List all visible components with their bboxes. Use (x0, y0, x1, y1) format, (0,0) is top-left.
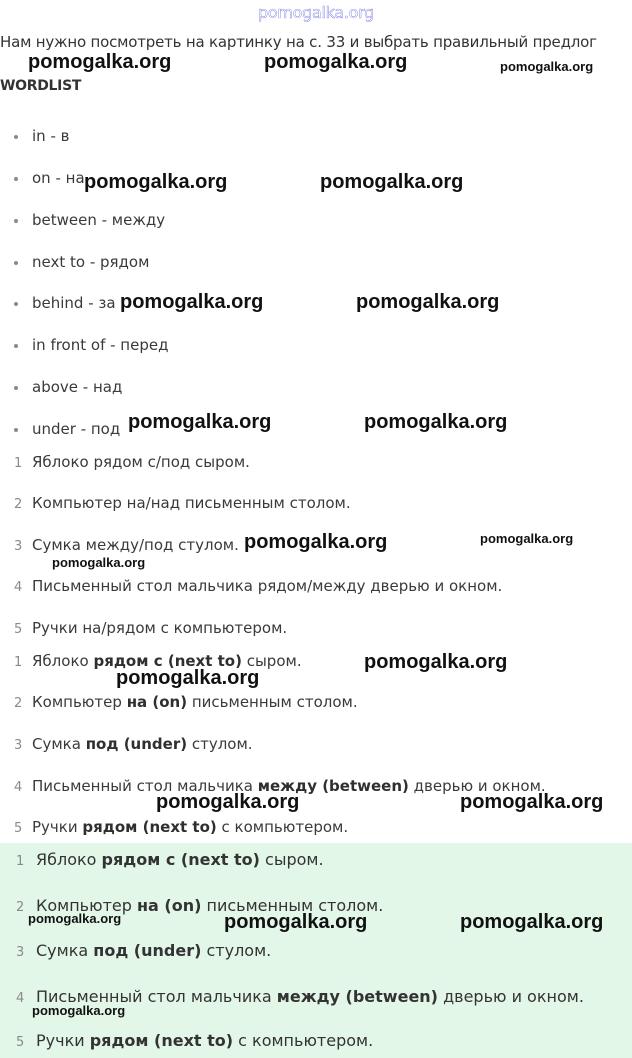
bullet-icon (14, 386, 18, 390)
answer-text-before: Ручки (32, 818, 83, 836)
watermark: pomogalka.org (52, 555, 146, 570)
watermark: pomogalka.org (264, 51, 408, 73)
item-number: 5 (14, 821, 23, 836)
wordlist-item (14, 211, 165, 229)
answer-preposition: рядом с (next to) (93, 652, 242, 670)
answer-preposition: на (on) (136, 896, 202, 915)
bullet-icon (14, 344, 18, 348)
answer-preposition: под (under) (85, 735, 188, 753)
bullet-icon (14, 428, 18, 432)
item-number: 4 (14, 780, 23, 795)
exercise-item (14, 577, 502, 595)
item-number: 4 (16, 991, 25, 1006)
answer-text-after: стулом. (187, 735, 253, 753)
answer-text-after: сыром. (241, 652, 302, 670)
watermark: pomogalka.org (116, 667, 260, 689)
answer-preposition: между (between) (257, 777, 409, 795)
watermark: pomogalka.org (480, 531, 574, 546)
final-answer-item (16, 941, 271, 960)
watermark: pomogalka.org (460, 911, 604, 933)
item-number: 1 (14, 456, 23, 471)
exercise-text: Компьютер на/над письменным столом. (32, 494, 351, 512)
wordlist-item (14, 378, 122, 396)
wordlist-item-text: between - между (32, 211, 166, 229)
item-number: 2 (16, 900, 25, 915)
watermark: pomogalka.org (128, 411, 272, 433)
wordlist-item-text: on - на (32, 169, 85, 187)
watermark: pomogalka.org (156, 791, 300, 813)
item-number: 1 (14, 655, 23, 670)
wordlist-item-text: in - в (32, 127, 70, 145)
answer-text-before: Яблоко (36, 850, 102, 869)
final-answer-box (0, 843, 632, 1058)
watermark: pomogalka.org (320, 171, 464, 193)
bullet-icon (14, 302, 18, 306)
wordlist-item (14, 420, 120, 438)
bullet-icon (14, 135, 18, 139)
wordlist-heading: WORDLIST (0, 78, 82, 94)
watermark: pomogalka.org (28, 51, 172, 73)
answer-text-after: с компьютером. (233, 1031, 374, 1050)
watermark: pomogalka.org (224, 911, 368, 933)
answer-text-before: Ручки (36, 1031, 90, 1050)
final-answer-item (16, 1031, 373, 1050)
answer-preposition: рядом (next to) (89, 1031, 234, 1050)
answer-preposition: рядом с (next to) (101, 850, 260, 869)
answer-item (14, 818, 348, 836)
exercise-text: Яблоко рядом с/под сыром. (32, 453, 250, 471)
exercise-item (14, 536, 239, 554)
answer-text-before: Письменный стол мальчика (32, 777, 258, 795)
watermark: pomogalka.org (364, 651, 508, 673)
exercise-text: Ручки на/рядом с компьютером. (32, 619, 288, 637)
answer-text-after: с компьютером. (216, 818, 349, 836)
task-text: Нам нужно посмотреть на картинку на с. 33 и выбрать правильный предлог (0, 33, 597, 51)
watermark: pomogalka.org (28, 911, 122, 926)
wordlist-item-text: behind - за (32, 294, 116, 312)
item-number: 3 (14, 738, 23, 753)
answer-text-after: сыром. (259, 850, 324, 869)
watermark: pomogalka.org (32, 1003, 126, 1018)
wordlist-item-text: in front of - перед (32, 336, 169, 354)
watermark: pomogalka.org (120, 291, 264, 313)
site-logo[interactable]: pomogalka.org (258, 3, 374, 22)
answer-preposition: под (under) (93, 941, 202, 960)
wordlist-item (14, 294, 116, 312)
wordlist-item-text: next to - рядом (32, 253, 150, 271)
item-number: 2 (14, 497, 23, 512)
item-number: 3 (14, 539, 23, 554)
watermark: pomogalka.org (84, 171, 228, 193)
watermark: pomogalka.org (244, 531, 388, 553)
answer-preposition: рядом (next to) (82, 818, 217, 836)
final-answer-item (16, 850, 324, 869)
exercise-item (14, 494, 351, 512)
exercise-text: Сумка между/под стулом. (32, 536, 239, 554)
answer-item (14, 693, 358, 711)
item-number: 1 (16, 854, 25, 869)
wordlist-item (14, 169, 85, 187)
item-number: 3 (16, 945, 25, 960)
wordlist-item-text: above - над (32, 378, 123, 396)
answer-text-before: Сумка (32, 735, 86, 753)
answer-text-after: письменным столом. (201, 896, 384, 915)
watermark: pomogalka.org (356, 291, 500, 313)
item-number: 5 (16, 1035, 25, 1050)
answer-preposition: между (between) (276, 987, 438, 1006)
answer-text-after: дверью и окном. (408, 777, 546, 795)
item-number: 5 (14, 622, 23, 637)
answer-item (14, 735, 253, 753)
answer-text-after: стулом. (201, 941, 272, 960)
answer-text-before: Яблоко (32, 652, 94, 670)
watermark: pomogalka.org (500, 59, 594, 74)
wordlist-item (14, 336, 168, 354)
exercise-item (14, 453, 250, 471)
answer-preposition: на (on) (126, 693, 188, 711)
answer-text-before: Компьютер (36, 896, 137, 915)
item-number: 4 (14, 580, 23, 595)
watermark: pomogalka.org (460, 791, 604, 813)
answer-text-before: Компьютер (32, 693, 127, 711)
answer-text-after: письменным столом. (187, 693, 358, 711)
answer-text-after: дверью и окном. (438, 987, 584, 1006)
wordlist-item-text: under - под (32, 420, 121, 438)
bullet-icon (14, 177, 18, 181)
watermark: pomogalka.org (364, 411, 508, 433)
answer-text-before: Сумка (36, 941, 94, 960)
answer-text-before: Письменный стол мальчика (36, 987, 277, 1006)
exercise-text: Письменный стол мальчика рядом/между дверью и окном. (32, 577, 503, 595)
bullet-icon (14, 219, 18, 223)
bullet-icon (14, 261, 18, 265)
wordlist-item (14, 127, 69, 145)
exercise-item (14, 619, 287, 637)
wordlist-item (14, 253, 149, 271)
item-number: 2 (14, 696, 23, 711)
